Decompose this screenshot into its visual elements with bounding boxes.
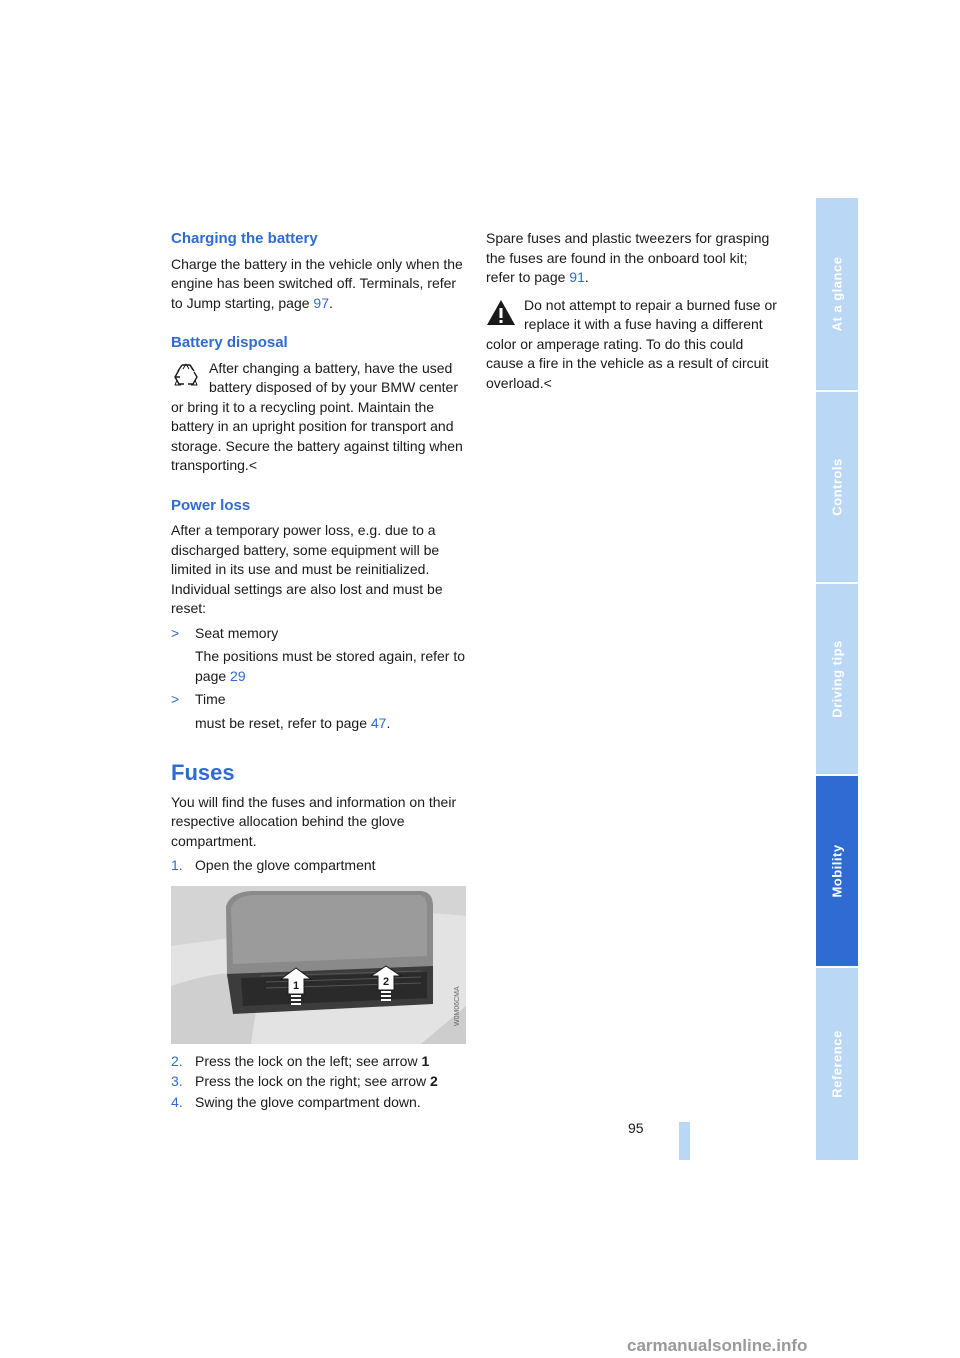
figure-arrow-2: 2 [382,975,390,988]
figure-arrow-1: 1 [292,979,300,992]
footer-watermark: carmanualsonline.info [627,1336,808,1355]
fuses-paragraph: You will find the fuses and information on their respective allocation behind the glove compartment. [171,793,457,849]
recycle-icon [171,361,201,391]
disposal-heading: Battery disposal [171,334,288,351]
power-loss-paragraph: After a temporary power loss, e.g. due to a discharged battery, some equipment will be limited in its use and must be reinitialized. Individual settings are also lost and must be reset: [171,522,443,616]
step-item: 1. Open the glove compartment [171,857,376,873]
page-link-91[interactable]: 91 [569,269,585,285]
charging-heading: Charging the battery [171,230,318,247]
chapter-tabs [816,198,858,1160]
page-link-29[interactable]: 29 [230,667,246,684]
power-loss-heading: Power loss [171,496,251,514]
step-item: 4. Swing the glove compartment down. [171,1093,421,1110]
left-column [171,229,466,1112]
tab-mobility[interactable]: Mobility [816,776,858,966]
disposal-paragraph: After changing a battery, have the used battery disposed of by your BMW center or bring it to a recycling point. Maintain the battery in an upright position for transport and storage. Secure the battery against tilting when transporting.< [171,359,463,473]
charging-paragraph: Charge the battery in the vehicle only when the engine has been switched off. Terminals, refer to Jump starting, page 97. [171,255,463,311]
list-item-detail: The positions must be stored again, refer to page 29 [195,648,466,684]
figure-code: W0M06CMA [454,985,461,1026]
fuses-heading: Fuses [171,760,235,785]
right-column [486,229,780,398]
page-link-97[interactable]: 97 [313,294,329,311]
tab-at-a-glance[interactable]: At a glance [816,198,858,390]
spare-fuses-paragraph: Spare fuses and plastic tweezers for grasping the fuses are found in the onboard tool kit; refer to page 91. [486,230,770,285]
page-number-marker [679,1122,690,1160]
tab-reference[interactable]: Reference [816,968,858,1160]
tab-driving-tips[interactable]: Driving tips [816,584,858,774]
page-link-47[interactable]: 47 [370,714,387,731]
step-item: 3. Press the lock on the right; see arrow 2 [171,1073,438,1089]
list-item-detail: must be reset, refer to page 47. [195,714,391,731]
step-item: 2. Press the lock on the left; see arrow 1 [171,1052,430,1069]
tab-controls[interactable]: Controls [816,392,858,582]
page-number: 95 [628,1120,644,1136]
list-item: > Time [171,691,226,707]
warning-paragraph: Do not attempt to repair a burned fuse or replace it with a fuse having a different color or amperage rating. To do this could cause a fire in the vehicle as a result of circuit overload.< [486,296,777,391]
glove-compartment-figure [171,886,466,1044]
warning-triangle-icon [486,298,516,328]
list-item: > Seat memory [171,624,279,641]
